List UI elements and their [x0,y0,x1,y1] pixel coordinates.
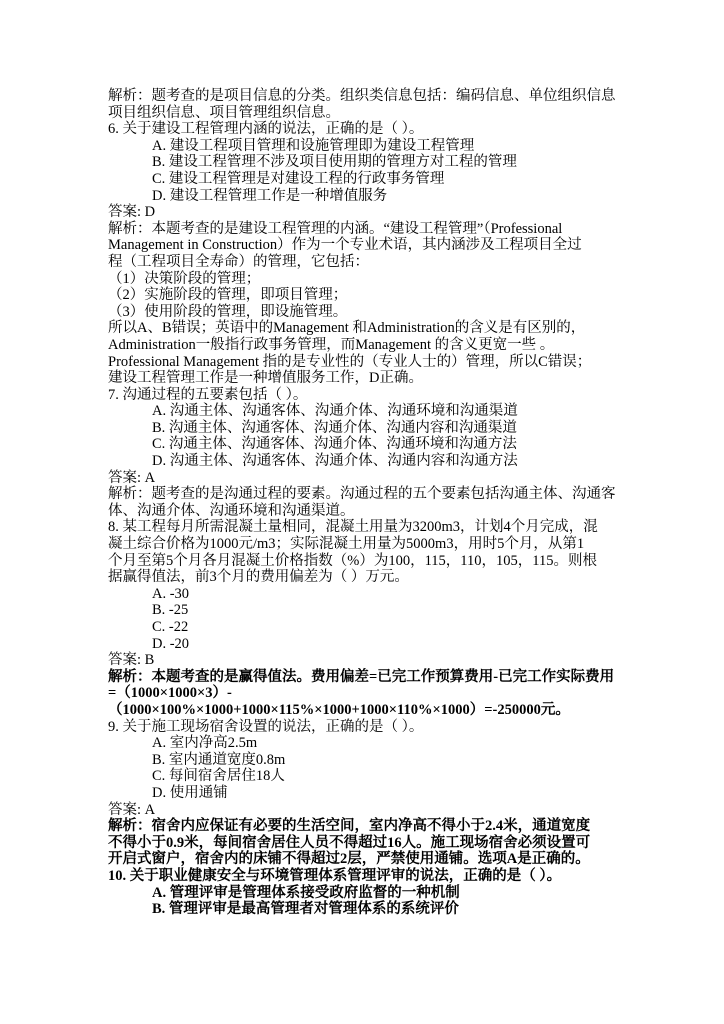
text-line: 解析：宿舍内应保证有必要的生活空间，室内净高不得小于2.4米，通道宽度 [108,818,591,835]
text-line: C. 每间宿舍居住18人 [152,768,285,785]
text-line: （2）实施阶段的管理，即项目管理； [108,287,348,304]
text-line: Professional Management 指的是专业性的（专业人士的）管理，所以C错误； [108,353,592,370]
text-line: C. 沟通主体、沟通客体、沟通介体、沟通环境和沟通方法 [152,436,517,453]
text-line: 项目组织信息、项目管理组织信息。 [108,104,340,121]
text-line: D. -20 [152,635,190,652]
text-line: =（1000×1000×3）- [108,685,232,702]
text-line: 10. 关于职业健康安全与环境管理体系管理评审的说法，正确的是（ ）。 [108,867,562,884]
text-line: （3）使用阶段的管理，即设施管理。 [108,303,348,320]
text-line: D. 使用通铺 [152,784,228,801]
text-line: C. 建设工程管理是对建设工程的行政事务管理 [152,170,445,187]
text-line: B. 室内通道宽度0.8m [152,751,286,768]
text-line: B. -25 [152,602,189,619]
document-lines [108,88,674,918]
text-line: 答案: A [108,801,156,818]
text-line: A. 建设工程项目管理和设施管理即为建设工程管理 [152,137,475,154]
text-line: 解析：本题考查的是赢得值法。费用偏差=已完工作预算费用-已完工作实际费用 [108,668,615,685]
text-line: 体、沟通介体、沟通环境和沟通渠道。 [108,502,355,519]
text-line: B. 沟通主体、沟通客体、沟通介体、沟通内容和沟通渠道 [152,419,517,436]
text-line: Administration一般指行政事务管理，而Management 的含义更宽一些 。 [108,336,555,353]
text-line: A. 室内净高2.5m [152,735,258,752]
text-line: 据赢得值法，前3个月的费用偏差为（ ）万元。 [108,569,409,586]
text-line: 个月至第5个月各月混凝土价格指数（%）为100，115，110，105，115。则根 [108,552,597,569]
text-line: D. 建设工程管理工作是一种增值服务 [152,187,388,204]
text-line: D. 沟通主体、沟通客体、沟通介体、沟通内容和沟通方法 [152,453,518,470]
text-line: 程（工程项目全寿命）的管理，它包括： [108,253,369,270]
text-line: B. 管理评审是最高管理者对管理体系的系统评价 [152,901,459,918]
text-line: 不得小于0.9米，每间宿舍居住人员不得超过16人。施工现场宿舍必须设置可 [108,834,591,851]
text-line: 建设工程管理工作是一种增值服务工作，D正确。 [108,370,423,387]
text-line: 解析：本题考查的是建设工程管理的内涵。“建设工程管理”（Professional [108,220,563,237]
text-line: 凝土综合价格为1000元/m3；实际混凝土用量为5000m3，用时5个月，从第1 [108,536,585,553]
text-line: 解析：题考查的是项目信息的分类。组织类信息包括：编码信息、单位组织信息 [108,88,616,104]
text-line: 答案: D [108,204,156,221]
text-line: 所以A、B错误；英语中的Management 和Administration的含义是有区别的， [108,320,586,337]
text-line: （1000×100%×1000+1000×115%×1000+1000×110%×1000）=-250000元。 [108,701,570,718]
text-line: A. -30 [152,585,190,602]
text-line: A. 管理评审是管理体系接受政府监督的一种机制 [152,884,460,901]
text-line: 6. 关于建设工程管理内涵的说法，正确的是（ ）。 [108,121,424,138]
text-line: 开启式窗户，宿舍内的床铺不得超过2层，严禁使用通铺。选项A是正确的。 [108,851,590,868]
text-line: B. 建设工程管理不涉及项目使用期的管理方对工程的管理 [152,154,517,171]
text-line: 9. 关于施工现场宿舍设置的说法，正确的是（ ）。 [108,718,424,735]
text-line: A. 沟通主体、沟通客体、沟通介体、沟通环境和沟通渠道 [152,403,518,420]
text-line: 答案: A [108,469,156,486]
text-line: Management in Construction）作为一个专业术语，其内涵涉及工程项目全过 [108,237,582,254]
text-line: 答案: B [108,652,155,669]
text-line: （1）决策阶段的管理； [108,270,261,287]
text-line: 7. 沟通过程的五要素包括（ ）。 [108,386,308,403]
text-line: 解析：题考查的是沟通过程的要素。沟通过程的五个要素包括沟通主体、沟通客 [108,486,616,503]
text-line: 8. 某工程每月所需混凝土量相同，混凝土用量为3200m3，计划4个月完成，混 [108,519,598,536]
text-line: C. -22 [152,619,189,635]
